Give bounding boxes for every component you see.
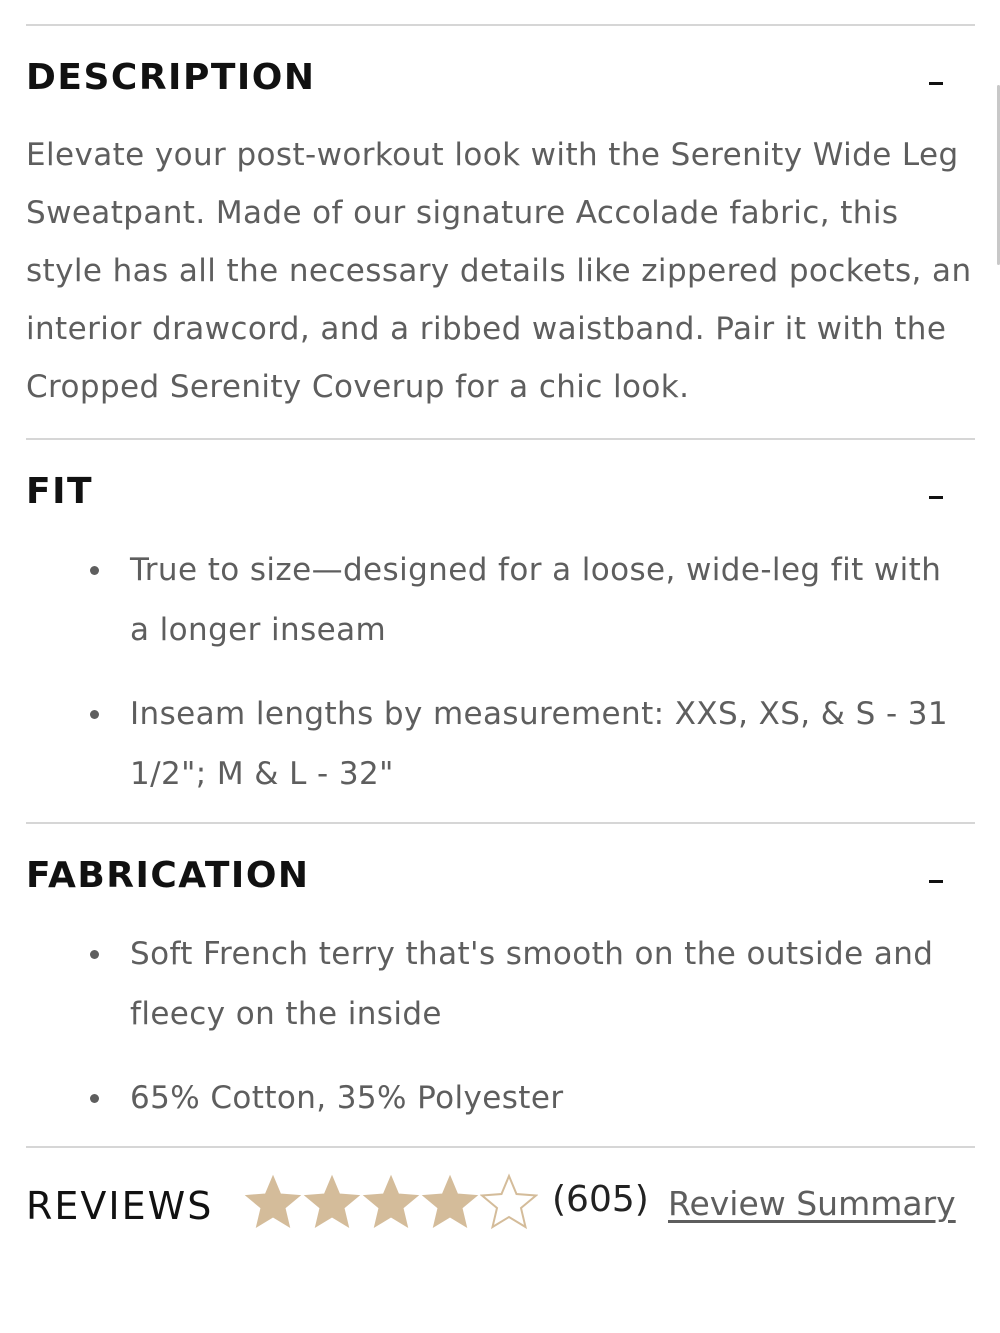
- fit-item-text: True to size—designed for a loose, wide-leg fit with a longer inseam: [130, 552, 942, 648]
- bullet-dot-icon: [90, 566, 99, 575]
- star-rating[interactable]: [244, 1172, 539, 1232]
- fit-collapse-toggle[interactable]: [921, 474, 951, 508]
- fabrication-list-item: [26, 1068, 950, 1128]
- fabrication-list: [26, 924, 975, 1146]
- bullet-dot-icon: [90, 1094, 99, 1103]
- fit-title: FIT: [26, 471, 94, 512]
- fabrication-collapse-toggle[interactable]: [921, 858, 951, 892]
- fabrication-item-text: Soft French terry that's smooth on the outside and fleecy on the inside: [130, 936, 934, 1032]
- review-count: (605): [552, 1179, 649, 1220]
- bullet-dot-icon: [90, 950, 99, 959]
- bullet-dot-icon: [90, 710, 99, 719]
- fit-list: [26, 540, 975, 822]
- description-collapse-toggle[interactable]: [921, 60, 951, 94]
- fit-list-item: [26, 684, 950, 804]
- fabrication-list-item: [26, 924, 950, 1044]
- star-filled-icon: [303, 1173, 361, 1231]
- product-details-panel: [26, 0, 975, 1258]
- fabrication-title: FABRICATION: [26, 855, 310, 896]
- reviews-title: REVIEWS: [26, 1184, 214, 1228]
- fit-header[interactable]: [26, 440, 975, 540]
- description-title: DESCRIPTION: [26, 57, 316, 98]
- minus-icon: [929, 880, 943, 883]
- star-filled-icon: [421, 1173, 479, 1231]
- fit-list-item: [26, 540, 950, 660]
- description-text: Elevate your post-workout look with the Serenity Wide Leg Sweatpant. Made of our signature Accolade fabric, this style has all the necessary details like zippered pockets, an interior drawcord, and a ribbed waistband. Pair it with the Cropped Serenity Coverup for a chic look.: [26, 137, 972, 405]
- minus-icon: [929, 496, 943, 499]
- review-summary-link[interactable]: Review Summary: [668, 1184, 956, 1223]
- description-header[interactable]: [26, 26, 975, 126]
- fit-item-text: Inseam lengths by measurement: XXS, XS, & S - 31 1/2"; M & L - 32": [130, 696, 949, 792]
- star-filled-icon: [244, 1173, 302, 1231]
- reviews-row: [26, 1148, 975, 1258]
- minus-icon: [929, 82, 943, 85]
- star-filled-icon: [362, 1173, 420, 1231]
- fabrication-item-text: 65% Cotton, 35% Polyester: [130, 1080, 564, 1116]
- star-empty-icon: [480, 1173, 538, 1231]
- fabrication-header[interactable]: [26, 824, 975, 924]
